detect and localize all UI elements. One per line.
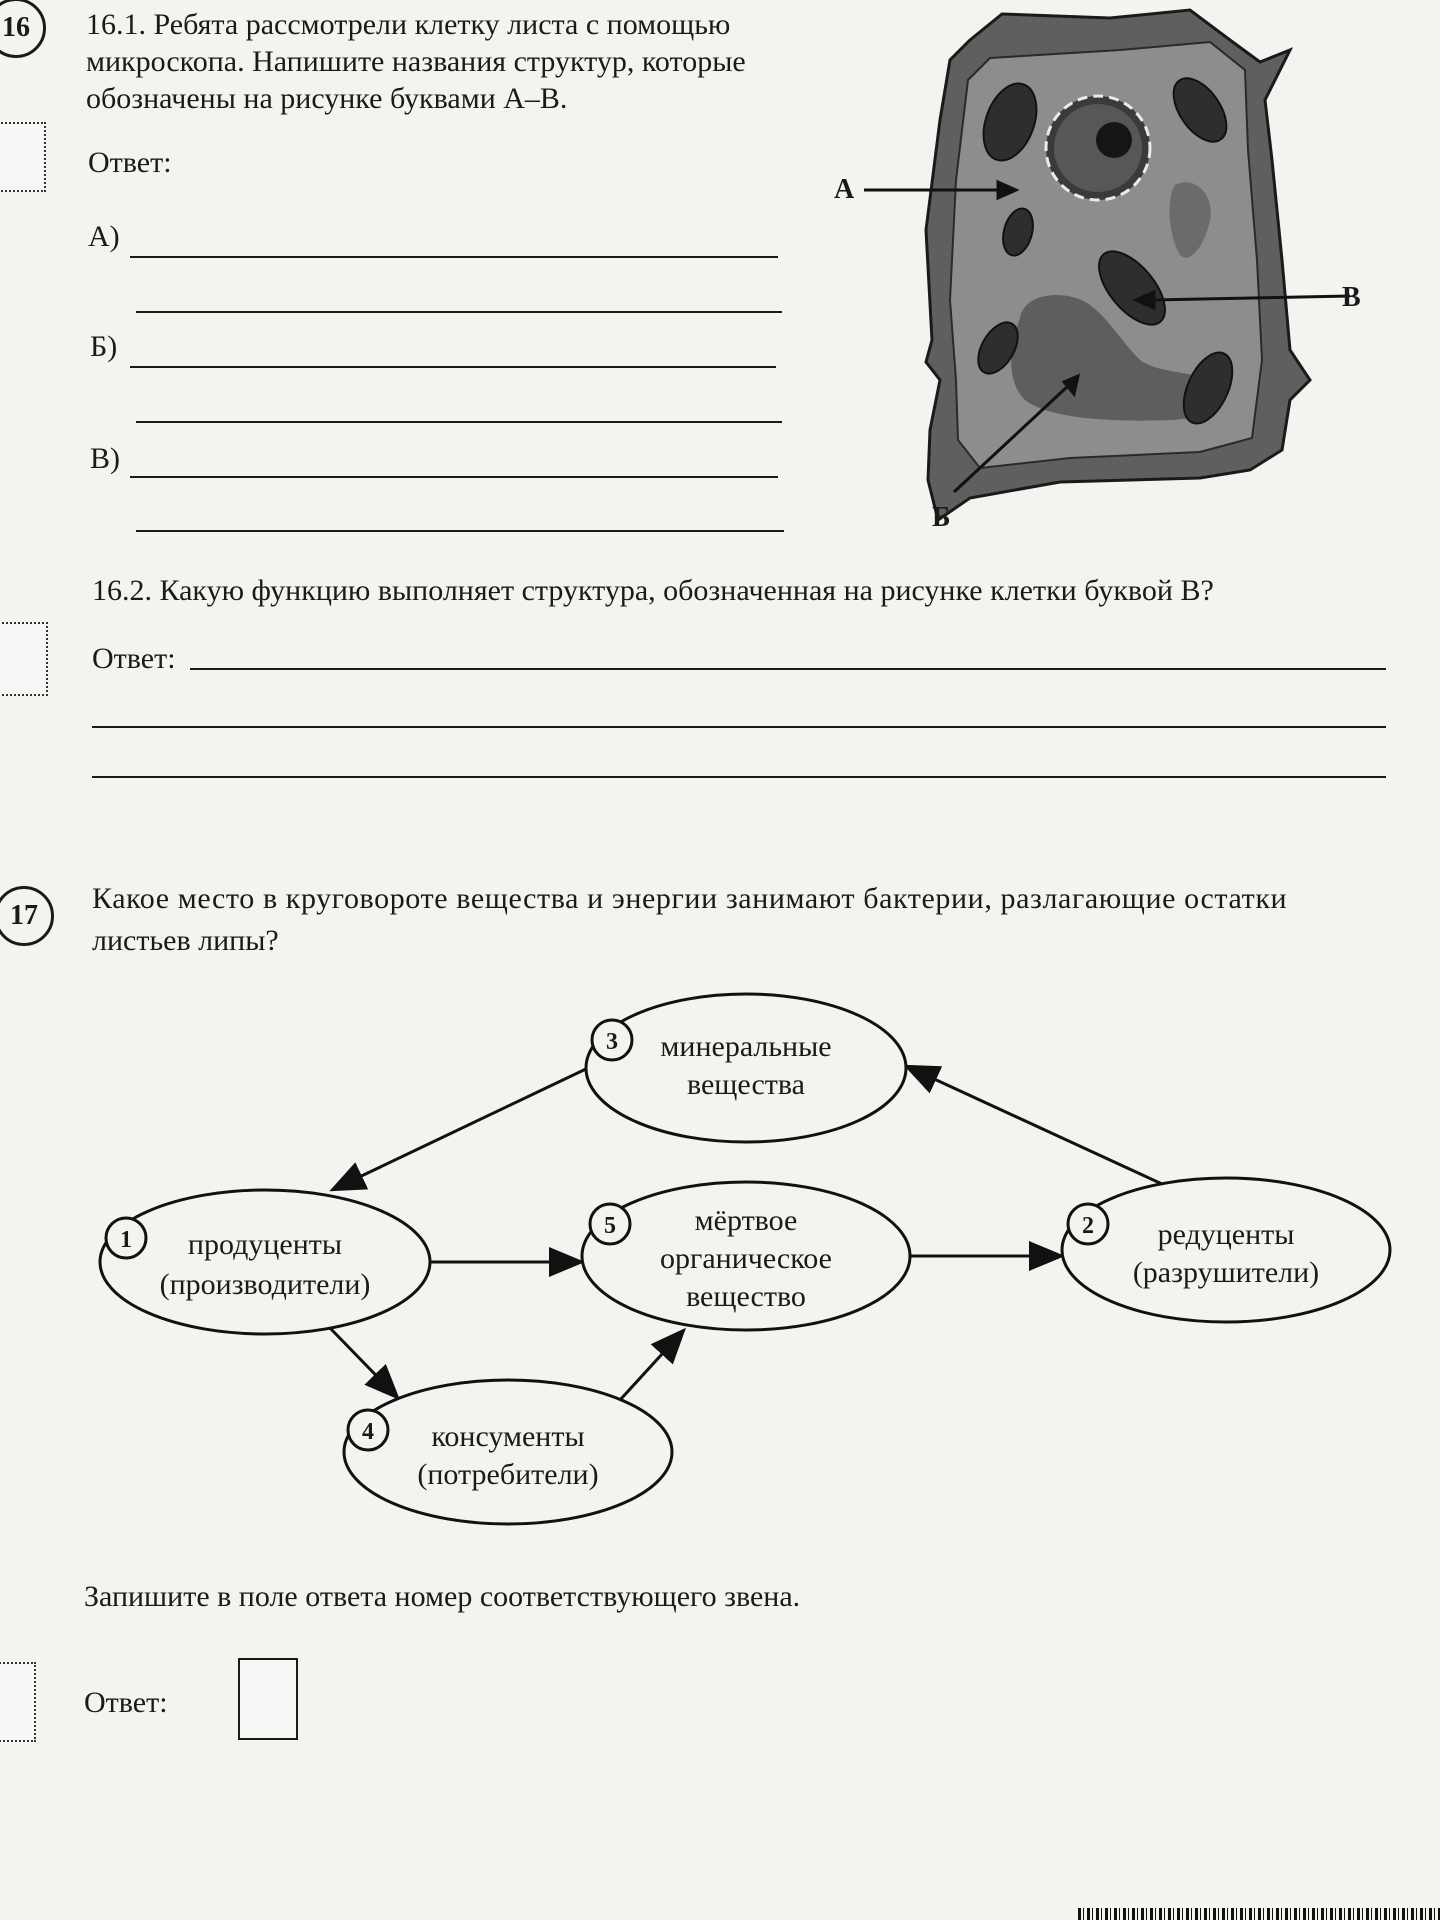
question-16-2: 16.2. Какую функцию выполняет структура, обозначенная на рисунке клетки буквой В? (92, 574, 1214, 607)
answer-label-16-2: Ответ: (92, 642, 176, 675)
answer-line-a-2[interactable] (136, 311, 782, 313)
score-box-16-2 (0, 622, 48, 696)
node-5-line-2: органическое (660, 1242, 832, 1275)
node-producers (100, 1190, 430, 1334)
answer-line-a-1[interactable] (130, 256, 778, 258)
answer-line-16-2-1[interactable] (190, 668, 1386, 670)
instruction-17: Запишите в поле ответа номер соответствующего звена. (84, 1580, 801, 1613)
edge-2-to-3 (906, 1066, 1162, 1184)
answer-line-v-1[interactable] (130, 476, 778, 478)
node-3-number: 3 (606, 1029, 618, 1055)
answer-line-b-1[interactable] (130, 366, 776, 368)
answer-box-17[interactable] (238, 1658, 298, 1740)
question-17-line-2: листьев липы? (92, 924, 279, 957)
answer-item-b-label: Б) (90, 330, 118, 363)
edge-1-to-4 (330, 1328, 398, 1398)
task-17-number-text: 17 (10, 900, 38, 931)
edge-4-to-5 (620, 1330, 684, 1400)
figure-label-a: А (834, 174, 855, 205)
plant-cell-figure (820, 0, 1380, 540)
task-16-number-text: 16 (2, 12, 30, 43)
answer-line-b-2[interactable] (136, 421, 782, 423)
answer-line-16-2-3[interactable] (92, 776, 1386, 778)
node-4-number: 4 (362, 1419, 374, 1445)
task-16-number (0, 0, 46, 58)
node-mineral-substances (586, 994, 906, 1142)
answer-label-16-1: Ответ: (88, 146, 172, 179)
node-1-line-2: (производители) (159, 1268, 371, 1301)
node-dead-organic-matter (582, 1182, 910, 1330)
answer-line-16-2-2[interactable] (92, 726, 1386, 728)
task-17-number (0, 886, 54, 946)
question-16-1-line-3: обозначены на рисунке буквами А–В. (86, 82, 568, 115)
node-5-number: 5 (604, 1213, 616, 1239)
answer-label-17: Ответ: (84, 1686, 168, 1719)
edge-3-to-1 (332, 1068, 588, 1190)
question-17-line-1: Какое место в круговороте вещества и энергии занимают бактерии, разлагающие остатки (92, 882, 1288, 915)
barcode-strip (1078, 1908, 1440, 1920)
question-16-1-line-1: 16.1. Ребята рассмотрели клетку листа с помощью (86, 8, 731, 41)
node-5-line-3: вещество (686, 1280, 806, 1313)
nucleus (1046, 96, 1150, 200)
node-consumers (344, 1380, 672, 1524)
answer-item-v-label: В) (90, 442, 120, 475)
node-5-line-1: мёртвое (694, 1204, 798, 1237)
score-box-17 (0, 1662, 36, 1742)
node-2-line-1: редуценты (1157, 1218, 1295, 1251)
answer-line-v-2[interactable] (136, 530, 784, 532)
node-3-line-2: вещества (687, 1068, 805, 1101)
answer-item-a-label: А) (88, 220, 120, 253)
substance-cycle-diagram (0, 980, 1440, 1550)
figure-label-v: В (1342, 282, 1361, 313)
node-4-line-1: консументы (431, 1420, 585, 1453)
node-4-line-2: (потребители) (417, 1458, 599, 1491)
node-1-line-1: продуценты (187, 1228, 343, 1261)
node-3-line-1: минеральные (660, 1030, 832, 1063)
question-16-1-line-2: микроскопа. Напишите названия структур, которые (86, 45, 746, 78)
node-2-number: 2 (1082, 1213, 1094, 1239)
score-box-16-1 (0, 122, 46, 192)
figure-label-b: Б (932, 502, 951, 533)
node-2-line-2: (разрушители) (1132, 1256, 1320, 1289)
node-1-number: 1 (120, 1227, 132, 1253)
node-decomposers (1062, 1178, 1390, 1322)
